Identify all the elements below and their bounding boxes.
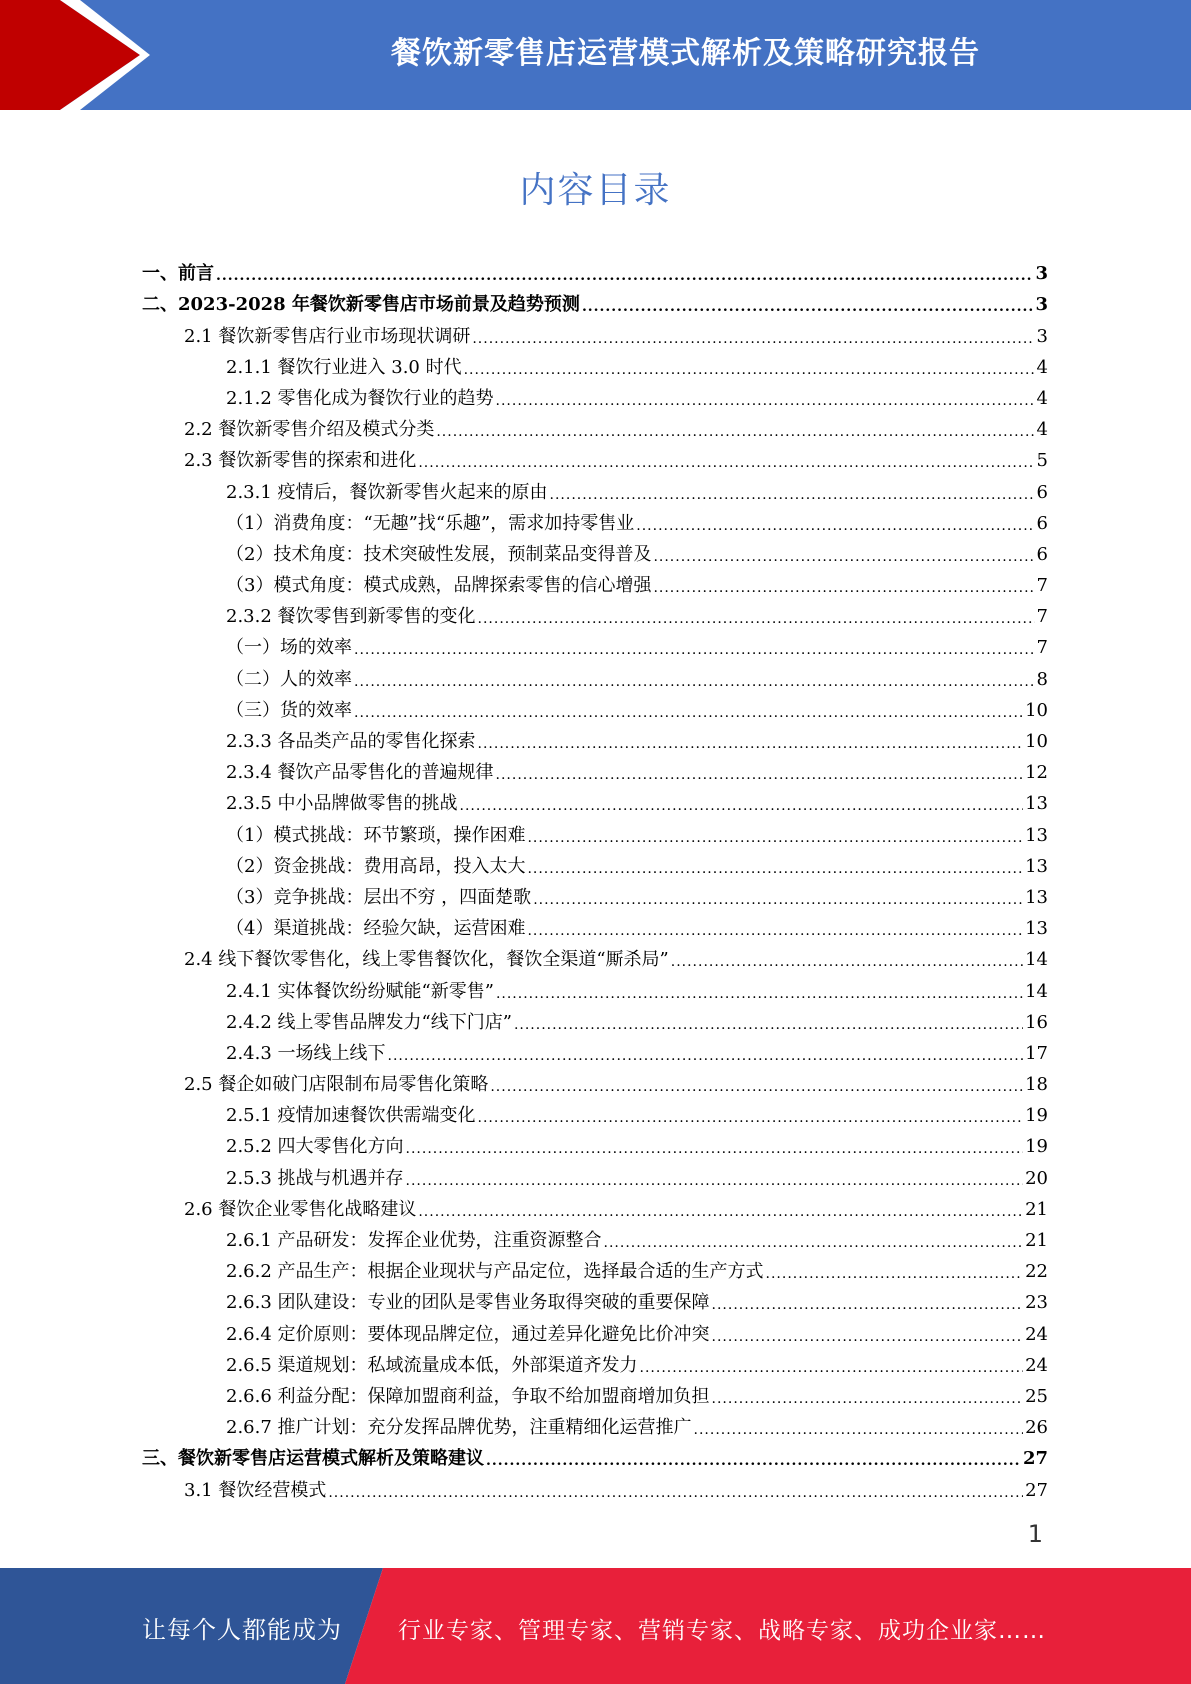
toc-entry[interactable]	[142, 1346, 1048, 1377]
toc-entry-page: 24	[1025, 1323, 1048, 1345]
toc-entry[interactable]	[142, 691, 1048, 722]
toc-heading: 内容目录	[519, 170, 672, 211]
toc-entry-label: 3.1 餐饮经营模式	[184, 1479, 327, 1501]
toc-entry[interactable]	[142, 878, 1048, 909]
toc-entry-page: 3	[1035, 294, 1048, 316]
toc-leader-dots	[460, 797, 1024, 815]
toc-entry-page: 14	[1025, 949, 1048, 971]
toc-entry[interactable]	[142, 1190, 1048, 1221]
toc-entry-label: 2.3.1 疫情后，餐饮新零售火起来的原由	[226, 481, 548, 503]
toc-entry-page: 10	[1025, 731, 1048, 752]
chevron-arrow-icon	[0, 0, 160, 110]
toc-entry[interactable]	[142, 410, 1048, 441]
toc-leader-dots	[328, 1484, 1023, 1502]
toc-leader-dots	[478, 610, 1035, 628]
toc-leader-dots	[653, 579, 1034, 597]
toc-leader-dots	[514, 1016, 1023, 1034]
toc-entry-page: 12	[1025, 762, 1048, 784]
toc-entry[interactable]	[142, 1127, 1048, 1158]
toc-entry-label: 2.3.5 中小品牌做零售的挑战	[226, 793, 458, 815]
toc-leader-dots	[640, 1359, 1024, 1377]
toc-entry[interactable]	[142, 1408, 1048, 1439]
toc-entry-label: 2.3.2 餐饮零售到新零售的变化	[226, 606, 476, 628]
toc-entry-page: 16	[1025, 1011, 1048, 1033]
toc-entry[interactable]	[142, 316, 1048, 347]
toc-leader-dots	[354, 673, 1035, 691]
toc-leader-dots	[712, 1328, 1024, 1346]
toc-entry-label: （一）场的效率	[226, 637, 352, 659]
toc-entry[interactable]	[142, 1252, 1048, 1283]
toc-entry-page: 22	[1025, 1261, 1048, 1283]
toc-leader-dots	[533, 891, 1023, 909]
header-banner	[0, 0, 1191, 110]
toc-leader-dots	[527, 860, 1023, 878]
table-of-contents	[142, 254, 1048, 1502]
toc-entry[interactable]	[142, 285, 1048, 316]
toc-leader-dots	[354, 704, 1023, 722]
toc-entry[interactable]	[142, 940, 1048, 971]
toc-entry-label: （二）人的效率	[226, 668, 352, 690]
toc-entry[interactable]	[142, 628, 1048, 659]
toc-leader-dots	[436, 423, 1034, 441]
toc-leader-dots	[216, 267, 1033, 285]
toc-entry[interactable]	[142, 971, 1048, 1002]
toc-entry-page: 21	[1025, 1230, 1048, 1251]
toc-entry[interactable]	[142, 1034, 1048, 1065]
toc-leader-dots	[496, 766, 1024, 784]
toc-leader-dots	[478, 1109, 1024, 1127]
toc-entry-label: 2.6.4 定价原则：要体现品牌定位，通过差异化避免比价冲突	[226, 1323, 710, 1345]
toc-leader-dots	[388, 1047, 1024, 1065]
toc-leader-dots	[496, 985, 1023, 1003]
toc-entry[interactable]	[142, 1096, 1048, 1127]
toc-entry-page: 7	[1036, 637, 1048, 659]
toc-entry-page: 7	[1036, 575, 1048, 597]
toc-leader-dots	[636, 517, 1034, 535]
toc-entry-label: 2.6.5 渠道规划：私域流量成本低，外部渠道齐发力	[226, 1354, 638, 1376]
toc-leader-dots	[712, 1296, 1024, 1314]
toc-entry-label: （2）资金挑战：费用高昂，投入太大	[226, 855, 526, 877]
toc-entry[interactable]	[142, 909, 1048, 940]
toc-leader-dots	[527, 922, 1023, 940]
toc-leader-dots	[418, 1203, 1023, 1221]
toc-leader-dots	[766, 1265, 1024, 1283]
toc-entry-label: 2.5 餐企如破门店限制布局零售化策略	[184, 1074, 489, 1096]
toc-entry-page: 27	[1025, 1479, 1048, 1501]
toc-entry[interactable]	[142, 535, 1048, 566]
toc-entry[interactable]	[142, 1221, 1048, 1252]
toc-entry[interactable]	[142, 1003, 1048, 1034]
toc-entry-page: 13	[1025, 855, 1048, 877]
toc-entry-label: 2.4.3 一场线上线下	[226, 1042, 386, 1064]
toc-entry[interactable]	[142, 1065, 1048, 1096]
toc-entry-page: 18	[1025, 1074, 1048, 1096]
toc-entry[interactable]	[142, 472, 1048, 503]
toc-entry-label: 2.5.3 挑战与机遇并存	[226, 1167, 404, 1189]
toc-entry-label: （3）模式角度：模式成熟，品牌探索零售的信心增强	[226, 575, 652, 597]
toc-entry-label: （2）技术角度：技术突破性发展，预制菜品变得普及	[226, 543, 652, 565]
toc-leader-dots	[496, 392, 1035, 410]
toc-entry-label: 2.5.2 四大零售化方向	[226, 1136, 404, 1158]
toc-leader-dots	[418, 454, 1034, 472]
toc-entry[interactable]	[142, 847, 1048, 878]
toc-entry-label: 2.5.1 疫情加速餐饮供需端变化	[226, 1105, 476, 1127]
toc-entry-label: 2.1 餐饮新零售店行业市场现状调研	[184, 325, 471, 347]
toc-entry-label: 2.4.1 实体餐饮纷纷赋能“新零售”	[226, 980, 494, 1002]
toc-entry[interactable]	[142, 1439, 1048, 1470]
toc-entry-label: 三、餐饮新零售店运营模式解析及策略建议	[142, 1448, 484, 1470]
toc-entry[interactable]	[142, 1470, 1048, 1501]
toc-leader-dots	[490, 1078, 1023, 1096]
toc-entry-page: 5	[1036, 450, 1048, 472]
toc-entry[interactable]	[142, 1377, 1048, 1408]
toc-entry[interactable]	[142, 566, 1048, 597]
toc-entry-page: 4	[1036, 419, 1048, 441]
toc-entry[interactable]	[142, 784, 1048, 815]
toc-leader-dots	[550, 486, 1035, 504]
toc-leader-dots	[472, 330, 1034, 348]
toc-entry-page: 20	[1025, 1167, 1048, 1189]
toc-entry[interactable]	[142, 659, 1048, 690]
toc-leader-dots	[486, 1452, 1021, 1470]
toc-entry-page: 13	[1025, 918, 1048, 940]
toc-entry-label: 2.6.2 产品生产：根据企业现状与产品定位，选择最合适的生产方式	[226, 1261, 764, 1283]
toc-entry-page: 19	[1025, 1136, 1048, 1158]
toc-entry-page: 25	[1025, 1385, 1048, 1407]
toc-entry-page: 10	[1025, 699, 1048, 721]
toc-entry-page: 26	[1025, 1417, 1048, 1439]
toc-entry[interactable]	[142, 348, 1048, 379]
toc-entry-page: 13	[1025, 824, 1048, 846]
toc-entry-page: 4	[1036, 387, 1048, 409]
toc-entry-label: 2.4 线下餐饮零售化，线上零售餐饮化，餐饮全渠道“厮杀局”	[184, 949, 669, 971]
toc-entry[interactable]	[142, 597, 1048, 628]
toc-entry-page: 3	[1036, 325, 1048, 347]
toc-entry-page: 24	[1025, 1354, 1048, 1376]
toc-entry-label: 2.2 餐饮新零售介绍及模式分类	[184, 419, 435, 441]
report-title: 餐饮新零售店运营模式解析及策略研究报告	[391, 36, 980, 71]
toc-entry-label: 2.3.4 餐饮产品零售化的普遍规律	[226, 762, 494, 784]
toc-leader-dots	[464, 361, 1035, 379]
toc-entry-label: （3）竞争挑战：层出不穷 ，四面楚歌	[226, 886, 532, 908]
toc-leader-dots	[653, 548, 1034, 566]
toc-leader-dots	[582, 298, 1034, 316]
footer-roles: 行业专家、管理专家、营销专家、战略专家、成功企业家……	[398, 1618, 1046, 1644]
toc-leader-dots	[671, 953, 1023, 971]
toc-entry[interactable]	[142, 441, 1048, 472]
toc-entry-page: 4	[1036, 356, 1048, 378]
toc-entry-page: 17	[1025, 1042, 1048, 1064]
toc-entry-label: 2.4.2 线上零售品牌发力“线下门店”	[226, 1011, 512, 1033]
toc-leader-dots	[354, 641, 1035, 659]
toc-entry-page: 13	[1025, 793, 1048, 815]
toc-entry-page: 7	[1036, 606, 1048, 628]
toc-leader-dots	[527, 829, 1023, 847]
toc-leader-dots	[694, 1421, 1024, 1439]
toc-entry-label: （三）货的效率	[226, 699, 352, 721]
toc-entry-page: 6	[1036, 543, 1048, 565]
toc-entry-page: 14	[1025, 980, 1048, 1002]
toc-entry-label: （1）消费角度：“无趣”找“乐趣”，需求加持零售业	[226, 512, 635, 534]
toc-entry-label: 2.6.1 产品研发：发挥企业优势，注重资源整合	[226, 1230, 602, 1251]
toc-leader-dots	[478, 735, 1024, 753]
toc-entry-label: （1）模式挑战：环节繁琐，操作困难	[226, 824, 526, 846]
toc-entry-label: 2.6.6 利益分配：保障加盟商利益，争取不给加盟商增加负担	[226, 1385, 710, 1407]
toc-leader-dots	[406, 1140, 1024, 1158]
toc-entry-label: 2.6.7 推广计划：充分发挥品牌优势，注重精细化运营推广	[226, 1417, 692, 1439]
toc-entry-page: 6	[1036, 512, 1048, 534]
toc-entry[interactable]	[142, 722, 1048, 753]
toc-entry-page: 21	[1025, 1198, 1048, 1220]
toc-entry-label: 2.1.2 零售化成为餐饮行业的趋势	[226, 387, 494, 409]
toc-entry-page: 19	[1025, 1105, 1048, 1127]
toc-entry-label: 2.3 餐饮新零售的探索和进化	[184, 450, 417, 472]
toc-leader-dots	[406, 1172, 1024, 1190]
toc-entry-page: 23	[1025, 1292, 1048, 1314]
toc-entry-label: 2.6.3 团队建设：专业的团队是零售业务取得突破的重要保障	[226, 1292, 710, 1314]
toc-entry[interactable]	[142, 379, 1048, 410]
toc-entry[interactable]	[142, 254, 1048, 285]
toc-entry-page: 6	[1036, 481, 1048, 503]
toc-entry-label: 一、前言	[142, 263, 214, 285]
toc-entry-label: （4）渠道挑战：经验欠缺，运营困难	[226, 918, 526, 940]
toc-entry[interactable]	[142, 1314, 1048, 1345]
toc-entry-page: 13	[1025, 886, 1048, 908]
toc-entry-page: 8	[1036, 668, 1048, 690]
toc-leader-dots	[712, 1390, 1024, 1408]
page-number: 1	[1027, 1520, 1043, 1548]
toc-entry-label: 2.6 餐饮企业零售化战略建议	[184, 1198, 417, 1220]
toc-entry-label: 二、2023-2028 年餐饮新零售店市场前景及趋势预测	[142, 294, 580, 316]
toc-entry-label: 2.1.1 餐饮行业进入 3.0 时代	[226, 356, 462, 378]
toc-entry[interactable]	[142, 815, 1048, 846]
toc-entry[interactable]	[142, 1283, 1048, 1314]
footer-slogan: 让每个人都能成为	[142, 1616, 342, 1644]
toc-entry-label: 2.3.3 各品类产品的零售化探索	[226, 731, 476, 752]
toc-entry-page: 3	[1035, 263, 1048, 285]
toc-entry[interactable]	[142, 753, 1048, 784]
toc-entry[interactable]	[142, 1158, 1048, 1189]
toc-entry-page: 27	[1022, 1448, 1048, 1470]
toc-leader-dots	[604, 1234, 1024, 1252]
toc-entry[interactable]	[142, 504, 1048, 535]
